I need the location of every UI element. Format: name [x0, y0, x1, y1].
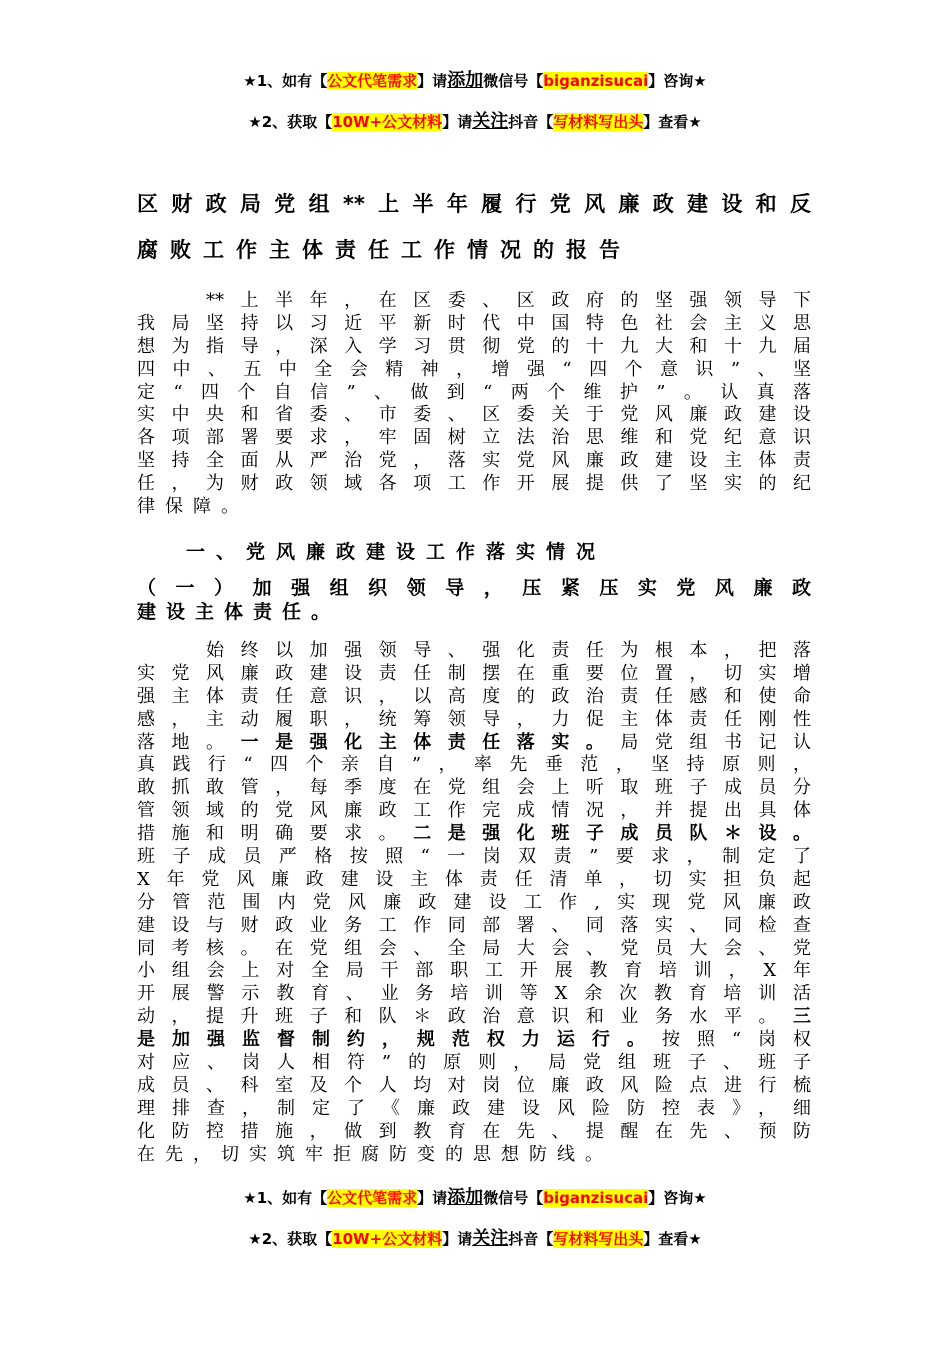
- body-text: 化防控措施，做到教育在先、提醒在先、预防: [137, 1120, 811, 1142]
- body-text: 小组会上对全局干部职工开展教育培训，X年: [137, 960, 811, 982]
- body-text: 落地。: [137, 731, 241, 753]
- body-line: [137, 892, 811, 915]
- body-line: [137, 1029, 811, 1052]
- promo-text: ★2、获取【: [248, 113, 333, 131]
- body-line: [137, 983, 811, 1006]
- body-text: 动，提升班子和队＊政治意识和业务水平。: [137, 1006, 793, 1028]
- subsection-heading-line-1: （一）加强组织领导，压紧压实党风廉政: [137, 577, 811, 599]
- promo-highlight: 公文代笔需求: [327, 1189, 418, 1207]
- body-line: [137, 915, 811, 938]
- body-line: [137, 823, 811, 846]
- promo-text: 】请: [442, 113, 473, 131]
- promo-emphasis: 添加: [447, 1187, 484, 1208]
- promo-text: 】请: [417, 1189, 448, 1207]
- promo-highlight: 10W+公文材料: [332, 1230, 443, 1248]
- body-line: [137, 709, 811, 732]
- body-line: [137, 1006, 811, 1029]
- promo-banner-bottom-1: [0, 1188, 950, 1208]
- body-text: 按照“岗权: [661, 1029, 811, 1051]
- promo-text: 】请: [442, 1230, 473, 1248]
- body-line: [137, 800, 811, 823]
- body-text: 始终以加强领导、强化责任为根本，把落: [137, 640, 811, 661]
- body-text: 对应、岗人相符”的原则，局党组班子、班子: [137, 1052, 811, 1074]
- intro-line: 定“四个自信”、做到“两个维护”。认真落: [137, 381, 811, 403]
- promo-text: 抖音【: [508, 113, 554, 131]
- intro-line: 各项部署要求，牢固树立法治思维和党纪意识: [137, 427, 811, 449]
- body-line: [137, 1052, 811, 1075]
- body-text: 实党风廉政建设责任制摆在重要位置，切实增: [137, 662, 811, 684]
- promo-text: ★1、如有【: [243, 72, 328, 90]
- intro-line: 想为指导，深入学习贯彻党的十九大和十九届: [137, 335, 811, 357]
- body-paragraph: [137, 640, 811, 1166]
- bold-keypoint: 三: [793, 1006, 811, 1028]
- body-text: 措施和明确要求。: [137, 823, 414, 845]
- bold-keypoint: 是加强监督制约，规范权力运行。: [137, 1029, 662, 1051]
- bold-keypoint: 二是强化班子成员队＊设。: [413, 823, 811, 845]
- body-line: [137, 960, 811, 983]
- body-line: [137, 1121, 811, 1144]
- body-line: [137, 1075, 811, 1098]
- promo-text: ★1、如有【: [243, 1189, 328, 1207]
- body-text: 理排查，制定了《廉政建设风险防控表》，细: [137, 1097, 811, 1119]
- promo-highlight: 公文代笔需求: [327, 72, 418, 90]
- subsection-heading-line-2: 建设主体责任。: [137, 601, 341, 623]
- intro-line: 坚持全面从严治党，落实党风廉政建设主体责: [137, 450, 811, 472]
- promo-banner-bottom-2: [0, 1229, 950, 1249]
- body-line: [137, 1144, 811, 1167]
- body-text: 在先，切实筑牢拒腐防变的思想防线。: [137, 1143, 613, 1165]
- body-line: [137, 640, 811, 663]
- intro-paragraph: [137, 290, 811, 519]
- document-title-line-2: 腐败工作主体责任工作情况的报告: [137, 238, 632, 262]
- promo-text: 】查看★: [643, 113, 702, 131]
- body-line: [137, 777, 811, 800]
- promo-highlight: 写材料写出头: [553, 1230, 644, 1248]
- promo-text: 】请: [417, 72, 448, 90]
- body-line: [137, 938, 811, 961]
- body-text: 管领域的党风廉政工作完成情况，并提出具体: [137, 800, 811, 822]
- intro-line: **上半年，在区委、区政府的坚强领导下: [137, 290, 811, 311]
- promo-emphasis: 添加: [447, 70, 484, 91]
- body-text: 同考核。在党组会、全局大会、党员大会、党: [137, 937, 811, 959]
- promo-text: 】查看★: [643, 1230, 702, 1248]
- promo-text: 微信号【: [483, 1189, 544, 1207]
- body-line: [137, 732, 811, 755]
- promo-text: 】咨询★: [648, 1189, 707, 1207]
- body-text: 建设与财政业务工作同部署、同落实、同检查: [137, 914, 811, 936]
- body-line: [137, 869, 811, 892]
- section-heading: 一、党风廉政建设工作落实情况: [186, 541, 607, 563]
- document-title-line-1: 区财政局党组**上半年履行党风廉政建设和反: [137, 192, 811, 216]
- body-text: 局党组书记认: [620, 731, 811, 753]
- intro-line: 律保障。: [137, 496, 249, 518]
- body-text: 成员、科室及个人均对岗位廉政风险点进行梳: [137, 1074, 811, 1096]
- intro-line: 我局坚持以习近平新时代中国特色社会主义思: [137, 312, 811, 334]
- promo-highlight: 写材料写出头: [553, 113, 644, 131]
- promo-banner-top-1: [0, 71, 950, 91]
- promo-text: ★2、获取【: [248, 1230, 333, 1248]
- intro-line: 四中、五中全会精神，增强“四个意识”、坚: [137, 358, 811, 380]
- promo-highlight: biganzisucai: [543, 1189, 649, 1207]
- bold-keypoint: 一是强化主体责任落实。: [240, 731, 621, 753]
- subsection-heading: [137, 576, 811, 624]
- body-text: 开展警示教育、业务培训等X余次教育培训活: [137, 983, 811, 1005]
- body-line: [137, 754, 811, 777]
- intro-line: 实中央和省委、市委、区委关于党风廉政建设: [137, 404, 811, 426]
- body-line: [137, 1098, 811, 1121]
- body-line: [137, 686, 811, 709]
- promo-emphasis: 关注: [472, 111, 509, 132]
- body-text: 分管范围内党风廉政建设工作,实现党风廉政: [137, 891, 811, 913]
- body-text: 强主体责任意识，以高度的政治责任感和使命: [137, 685, 811, 707]
- body-text: 敢抓敢管，每季度在党组会上听取班子成员分: [137, 777, 811, 799]
- body-text: X年党风廉政建设主体责任清单，切实担负起: [137, 868, 811, 890]
- promo-highlight: biganzisucai: [543, 72, 649, 90]
- promo-highlight: 10W+公文材料: [332, 113, 443, 131]
- promo-emphasis: 关注: [472, 1228, 509, 1249]
- promo-text: 抖音【: [508, 1230, 554, 1248]
- body-line: [137, 663, 811, 686]
- body-line: [137, 846, 811, 869]
- promo-text: 微信号【: [483, 72, 544, 90]
- intro-line: 任，为财政领域各项工作开展提供了坚实的纪: [137, 473, 811, 495]
- promo-banner-top-2: [0, 112, 950, 132]
- body-text: 真践行“四个亲自”，率先垂范，坚持原则，: [137, 754, 811, 776]
- body-text: 感，主动履职，统筹领导，力促主体责任刚性: [137, 708, 811, 730]
- body-text: 班子成员严格按照“一岗双责”要求，制定了: [137, 846, 811, 868]
- promo-text: 】咨询★: [648, 72, 707, 90]
